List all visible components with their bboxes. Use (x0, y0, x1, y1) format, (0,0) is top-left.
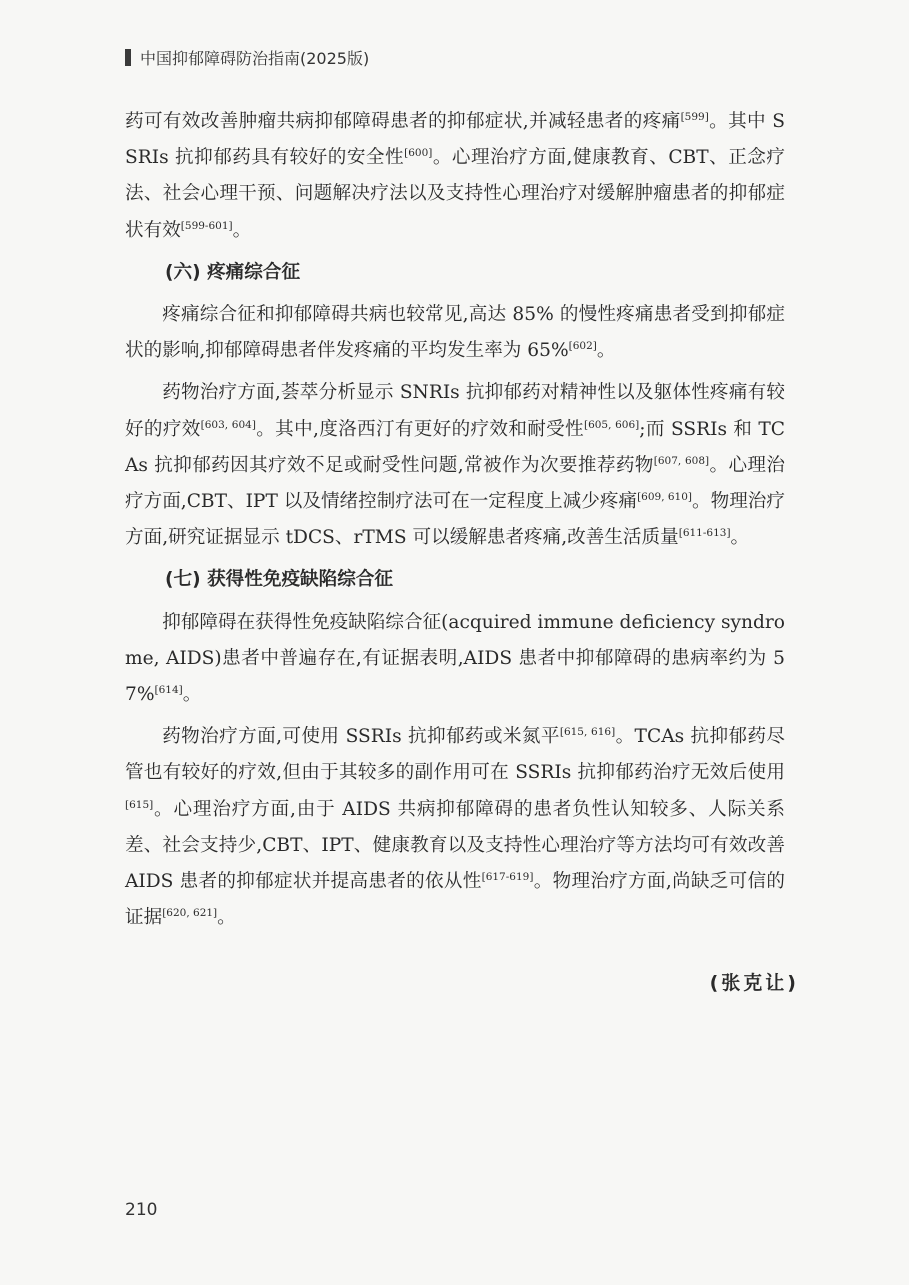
text-run: 。TCAs 抗抑郁药尽管也有较好的疗效,但由于其较多的副作用可在 SSRIs 抗抑郁药治疗无效后使用 (125, 726, 785, 784)
paragraph-aids-prevalence (125, 605, 785, 714)
paragraph-aids-treatment (125, 719, 785, 936)
citation: [602] (568, 340, 597, 353)
citation: [615, 616] (559, 726, 616, 739)
section-heading-pain-syndrome: (六) 疼痛综合征 (165, 261, 301, 283)
text-run: 。 (232, 219, 252, 241)
paragraph-pain-treatment (125, 375, 785, 556)
text-run: 疼痛综合征和抑郁障碍共病也较常见,高达 85% 的慢性疼痛患者受到抑郁症状的影响,抑郁障碍患者伴发疼痛的平均发生率为 65% (125, 304, 785, 362)
text-run: 。其中,度洛西汀有更好的疗效和耐受性 (255, 418, 584, 440)
citation: [600] (404, 147, 433, 160)
text-run: 。物理治疗方面,研究证据显示 tDCS、rTMS 可以缓解患者疼痛,改善生活质量 (125, 491, 785, 549)
text-run: 。 (182, 684, 202, 706)
section-heading-aids: (七) 获得性免疫缺陷综合征 (165, 569, 394, 591)
header-bar-mark (125, 49, 131, 66)
citation: [611-613] (678, 527, 731, 540)
citation: [605, 606] (583, 418, 640, 431)
citation: [615] (125, 798, 154, 811)
running-header (125, 46, 369, 69)
text-run: 药物治疗方面,荟萃分析显示 SNRIs 抗抑郁药对精神性以及躯体性疼痛有较好的疗效 (125, 382, 785, 440)
text-run: 。 (596, 340, 616, 362)
body-text (125, 104, 785, 942)
citation: [614] (154, 683, 183, 696)
text-run: 。心理治疗方面,由于 AIDS 共病抑郁障碍的患者负性认知较多、人际关系差、社会支持少,CBT、IPT、健康教育以及支持性心理治疗等方法均可有效改善 AIDS 患者的抑郁症状并提高患者的依从性 (125, 798, 785, 893)
text-run: 。 (217, 907, 236, 929)
citation: [599] (680, 110, 709, 123)
paragraph-pain-prevalence (125, 297, 785, 369)
text-run: 。物理治疗方面,尚缺乏可信的证据 (125, 871, 785, 929)
text-run: 。心理治疗方面,CBT、IPT 以及情绪控制疗法可在一定程度上减少疼痛 (125, 454, 785, 513)
text-run: 。 (730, 527, 750, 549)
citation: [617-619] (481, 870, 534, 883)
text-run: ;而 SSRIs 和 TCAs 抗抑郁药因其疗效不足或耐受性问题,常被作为次要推荐药物 (125, 418, 785, 476)
citation: [599-601] (180, 219, 233, 232)
text-run: 药物治疗方面,可使用 SSRIs 抗抑郁药或米氮平 (162, 726, 560, 748)
citation: [609, 610] (637, 490, 693, 503)
header-title: 中国抑郁障碍防治指南(2025版) (140, 49, 370, 68)
text-run: 抑郁障碍在获得性免疫缺陷综合征(acquired immune deficiency syndrome, AIDS)患者中普遍存在,有证据表明,AIDS 患者中抑郁障碍的患病率约为 57% (125, 611, 785, 706)
text-run: 。心理治疗方面,健康教育、CBT、正念疗法、社会心理干预、问题解决疗法以及支持性心理治疗对缓解肿瘤患者的抑郁症状有效 (125, 147, 785, 241)
text-run: 药可有效改善肿瘤共病抑郁障碍患者的抑郁症状,并减轻患者的疼痛 (125, 111, 681, 132)
page-number: 210 (125, 1200, 158, 1220)
citation: [620, 621] (162, 907, 218, 920)
paragraph-cancer-continued (125, 104, 785, 249)
citation: [607, 608] (653, 454, 710, 467)
author-signature: (张克让) (709, 972, 799, 994)
text-run: 。其中 SSRIs 抗抑郁药具有较好的安全性 (125, 111, 785, 169)
citation: [603, 604] (200, 418, 256, 431)
